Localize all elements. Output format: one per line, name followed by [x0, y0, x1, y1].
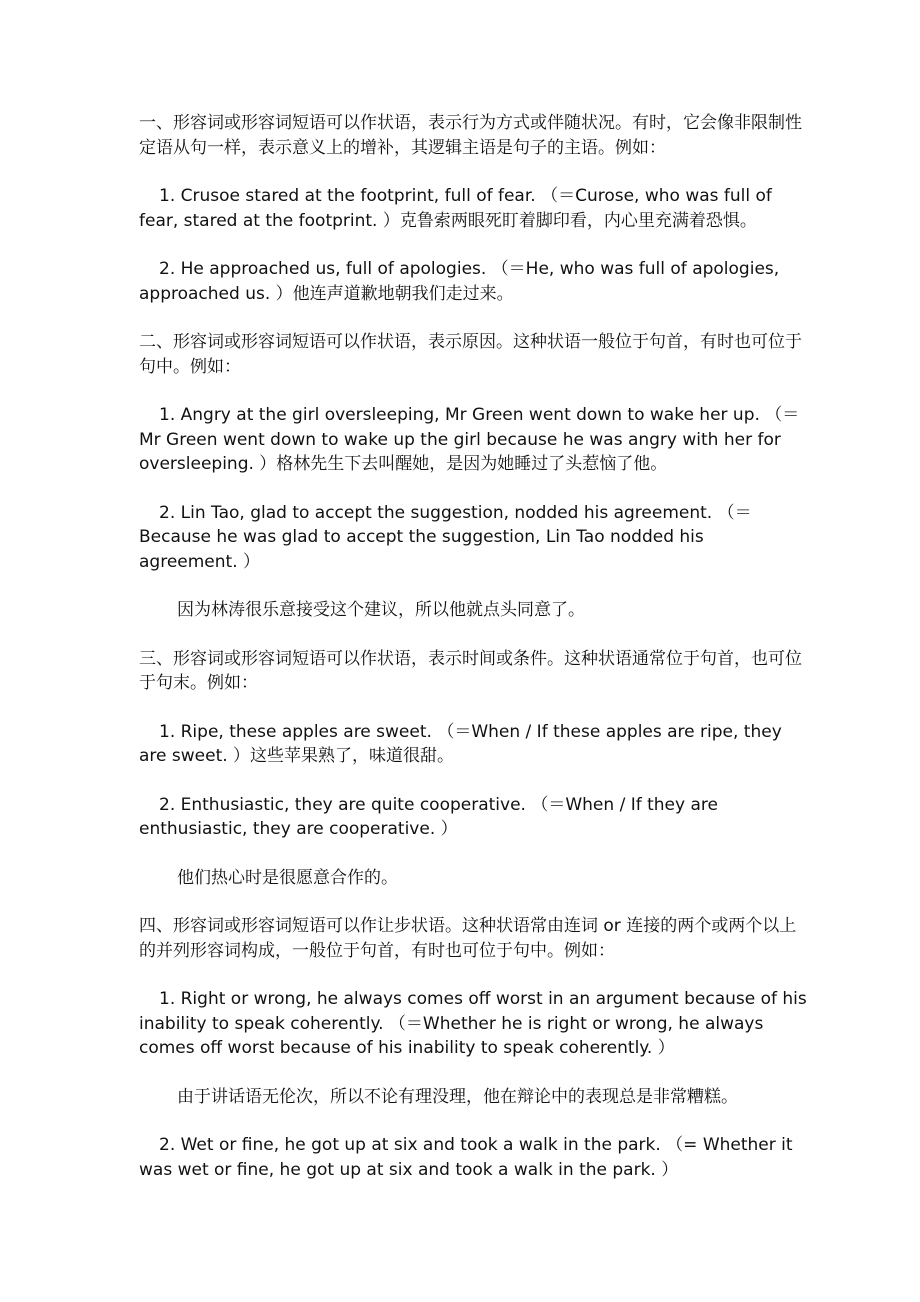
section-3-example-2: 2. Enthusiastic, they are quite cooperative. （＝When / If they are enthusiastic, they are cooperative. ）	[139, 794, 718, 839]
section-1-heading: 一、形容词或形容词短语可以作状语，表示行为方式或伴随状况。有时，它会像非限制性定语从句一样，表示意义上的增补，其逻辑主语是句子的主语。例如：	[139, 113, 802, 158]
section-1-example-2: 2. He approached us, full of apologies. （＝He, who was full of apologies, approached us. ）他连声道歉地朝我们走过来。	[139, 259, 780, 304]
section-2-translation: 因为林涛很乐意接受这个建议，所以他就点头同意了。	[177, 600, 585, 620]
document-page	[139, 111, 807, 1182]
section-2-example-1: 1. Angry at the girl oversleeping, Mr Green went down to wake her up. （＝Mr Green went down to wake up the girl because he was angry with her for oversleeping. ）格林先生下去叫醒她，是因为她睡过了头惹恼了他。	[139, 405, 800, 474]
section-3-heading: 三、形容词或形容词短语可以作状语，表示时间或条件。这种状语通常位于句首，也可位于句末。例如：	[139, 648, 802, 693]
section-4-heading: 四、形容词或形容词短语可以作让步状语。这种状语常由连词 or 连接的两个或两个以上的并列形容词构成，一般位于句首，有时也可位于句中。例如：	[139, 916, 797, 961]
section-4-example-2: 2. Wet or fine, he got up at six and took a walk in the park. （= Whether it was wet or fine, he got up at six and took a walk in the park. ）	[139, 1135, 793, 1180]
section-2-example-2: 2. Lin Tao, glad to accept the suggestion, nodded his agreement. （＝ Because he was glad to accept the suggestion, Lin Tao nodded his agreement. ）	[139, 502, 752, 572]
section-3-translation: 他们热心时是很愿意合作的。	[177, 867, 398, 888]
section-1-example-1: 1. Crusoe stared at the footprint, full of fear. （＝Curose, who was full of fear, stared at the footprint. ）克鲁索两眼死盯着脚印看，内心里充满着恐惧。	[139, 186, 772, 231]
section-4-example-1: 1. Right or wrong, he always comes off worst in an argument because of his inability to speak coherently. （＝Whether he is right or wrong, he always comes off worst because of his inability to speak coherently. ）	[139, 989, 807, 1058]
section-4-translation: 由于讲话语无伦次，所以不论有理没理，他在辩论中的表现总是非常糟糕。	[177, 1086, 738, 1107]
section-3-example-1: 1. Ripe, these apples are sweet. （＝When / If these apples are ripe, they are sweet. ）这些苹果熟了，味道很甜。	[139, 721, 782, 766]
section-2-heading: 二、形容词或形容词短语可以作状语，表示原因。这种状语一般位于句首，有时也可位于句中。例如：	[139, 332, 802, 377]
